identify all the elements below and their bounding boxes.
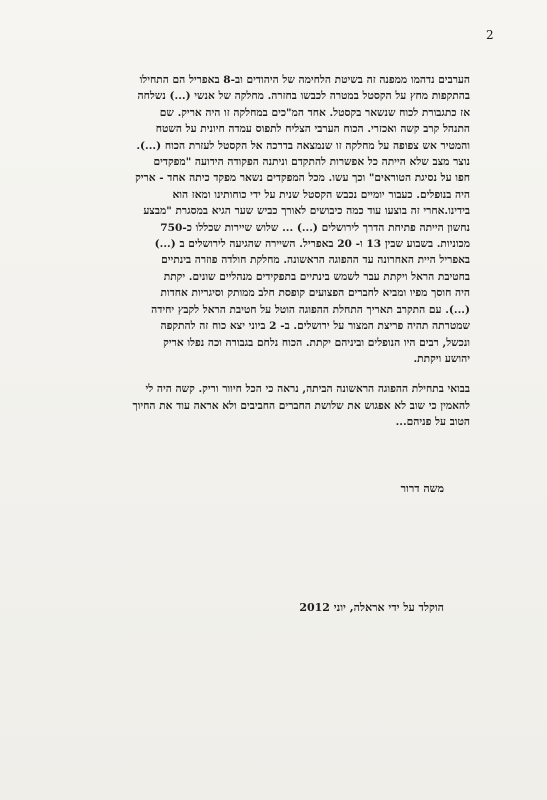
text-line: אז כתגבורת לכוח שנשאר בקסטל. אחד המ"כים במחלקה זו היה אריק. שם: [159, 106, 470, 119]
text-line: מכוניות. בשבוע שבין 13 ו- 20 באפריל. השיירה שהגיעה לירושלים ב (...): [154, 238, 470, 251]
text-line: היה חוסך מפיו ומביא לחברים הפצועים קופסת חלב ממותק וסיגריות אחדות: [160, 287, 470, 300]
text-line: יהושע ויקתת.: [413, 352, 470, 365]
paragraph-1: [86, 72, 470, 367]
text-line: להאמין כי שוב לא אפגוש את שלושת החברים החביבים ולא אראה עוד את החיוך: [132, 399, 470, 412]
text-line: נוצר מצב שלא הייתה כל אפשרות להתקדם וניתנה הפקודה הידועה "מפקדים: [153, 156, 470, 169]
text-line: ונכשל, רבים היו הנופלים וביניהם יקתת. הכוח נלחם בגבורה וכה נפלו אריק: [163, 336, 470, 349]
text-line: חפו על נסיגת הטוראים" וכך עשו. מכל המפקדים נשאר מפקד כיתה אחד - אריק: [135, 172, 470, 185]
text-line: בהתקפות מחץ על הקסטל במטרה לכבשו בחזרה. מחלקה של אנשי (...) נשלחה: [137, 90, 470, 103]
page-number: 2: [486, 28, 494, 42]
text-line: הערבים נדהמו ממפנה זה בשיטת הלחימה של היהודים וב-8 באפריל הם התחילו: [139, 74, 470, 86]
text-line: נחשון הייתה פתיחת הדרך לירושלים (...) ... שלוש שיירות שכללו כ-750: [160, 221, 470, 234]
typist-note: הוקלד על ידי אראלה, יוני 2012: [299, 601, 444, 614]
text-line: והמטיר אש צפופה על מחלקה זו שנמצאה בדרכה אל הקסטל לעזרת הכוח (...).: [136, 139, 470, 152]
text-line: שמטרתה תהיה פריצת המצור על ירושלים. ב- 2 ביוני יצא כוח זה להתקפה: [160, 320, 470, 333]
paragraph-spacer: [86, 367, 470, 381]
text-line: בבואי בתחילת ההפוגה הראשונה הביתה, נראה כי הכל חיוור וריק. קשה היה לי: [145, 383, 470, 396]
text-line: היה בנופלים. כעבור יומיים נכבש הקסטל שנית על ידי כוחותינו ומאז הוא: [172, 188, 470, 201]
author-signature: משה דרור: [400, 482, 444, 495]
text-line: הטוב על פניהם...: [395, 416, 470, 429]
body-text: [86, 72, 470, 431]
text-line: התנהל קרב קשה ואכזרי. הכוח הערבי הצליח לתפוס עמדה חיונית על השטח: [155, 123, 470, 136]
text-line: באפריל היית האחרונה עד ההפוגה הראשונה. מחלקת חולדה פוזרה בינתיים: [161, 254, 470, 267]
paragraph-2: [86, 381, 470, 430]
text-line: בידינו.אחרי זה בוצעו עוד כמה כיבושים לאורך כביש שער הגיא במסגרת "מבצע: [143, 205, 470, 218]
text-line: (...). עם התקרב תאריך התחלת ההפוגה הוטל על חטיבת הראל לקבץ יחידה: [151, 303, 470, 316]
text-line: בחטיבת הראל ויקתת עבר לשמש בינתיים בתפקידים מנהליים שונים. יקתת: [163, 270, 470, 283]
